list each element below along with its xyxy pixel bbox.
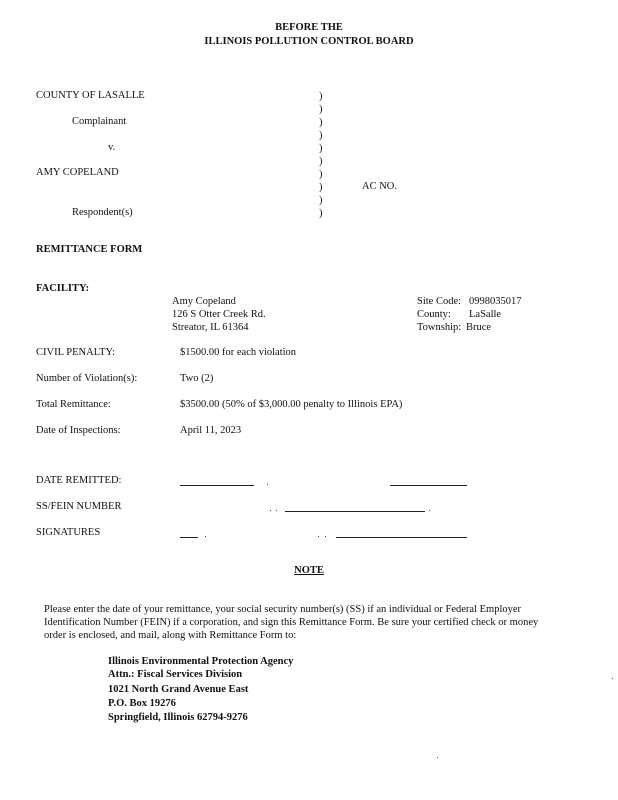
respondent-role: Respondent(s) [72,207,133,218]
scan-speck [267,484,268,485]
date-remitted-label: DATE REMITTED: [36,475,122,486]
scan-speck [429,510,430,511]
scan-speck [612,678,613,679]
civil-penalty-label: CIVIL PENALTY: [36,347,116,358]
facility-name: Amy Copeland [172,296,236,307]
facility-street: 126 S Otter Creek Rd. [172,309,266,320]
note-line-3: order is enclosed, and mail, along with Remittance Form to: [44,630,297,641]
scan-speck [318,536,319,537]
scan-speck [270,510,271,511]
township-value: Bruce [466,322,492,333]
paren: ) [319,117,323,128]
scan-speck [437,757,438,758]
paren: ) [319,104,323,115]
header-line-1: BEFORE THE [275,22,343,33]
township-label: Township: [417,322,462,333]
scan-speck [325,536,326,537]
paren: ) [319,91,323,102]
note-line-2: Identification Number (FEIN) if a corporation, and sign this Remittance Form. Be sure your certified check or money [44,617,539,628]
paren: ) [319,195,323,206]
facility-label: FACILITY: [36,283,90,294]
paren: ) [319,208,323,219]
ac-no-label: AC NO. [362,181,398,192]
date-remitted-line[interactable] [180,485,254,486]
ss-fein-line[interactable] [285,511,425,512]
inspection-date-value: April 11, 2023 [180,425,242,436]
ss-fein-label: SS/FEIN NUMBER [36,501,122,512]
versus-label: v. [108,142,116,153]
paren: ) [319,156,323,167]
address-line-1: Illinois Environmental Protection Agency [108,656,294,667]
total-remittance-label: Total Remittance: [36,399,111,410]
address-line-5: Springfield, Illinois 62794-9276 [108,712,248,723]
respondent-name: AMY COPELAND [36,167,119,178]
violations-label: Number of Violation(s): [36,373,138,384]
complainant-name: COUNTY OF LASALLE [36,90,145,101]
civil-penalty-value: $1500.00 for each violation [180,347,297,358]
note-line-1: Please enter the date of your remittance, your social security number(s) (SS) if an individual or Federal Employer [44,604,522,615]
signature-line-1[interactable] [180,537,198,538]
signature-line-2[interactable] [336,537,467,538]
county-label: County: [417,309,451,320]
county-value: LaSalle [469,309,502,320]
scan-speck [276,510,277,511]
paren: ) [319,169,323,180]
site-code-label: Site Code: [417,296,462,307]
facility-city: Streator, IL 61364 [172,322,249,333]
inspection-date-label: Date of Inspections: [36,425,121,436]
signatures-label: SIGNATURES [36,527,101,538]
paren: ) [319,182,323,193]
address-line-3: 1021 North Grand Avenue East [108,684,249,695]
total-remittance-value: $3500.00 (50% of $3,000.00 penalty to Illinois EPA) [180,399,403,410]
paren: ) [319,130,323,141]
date-remitted-line-2[interactable] [390,485,467,486]
header-line-2: ILLINOIS POLLUTION CONTROL BOARD [204,36,414,47]
scan-speck [205,536,206,537]
paren: ) [319,143,323,154]
violations-value: Two (2) [180,373,214,384]
site-code-value: 0998035017 [469,296,522,307]
address-line-2: Attn.: Fiscal Services Division [108,669,243,680]
address-line-4: P.O. Box 19276 [108,698,176,709]
remittance-form-title: REMITTANCE FORM [36,244,143,255]
complainant-role: Complainant [72,116,127,127]
note-heading: NOTE [294,565,324,576]
